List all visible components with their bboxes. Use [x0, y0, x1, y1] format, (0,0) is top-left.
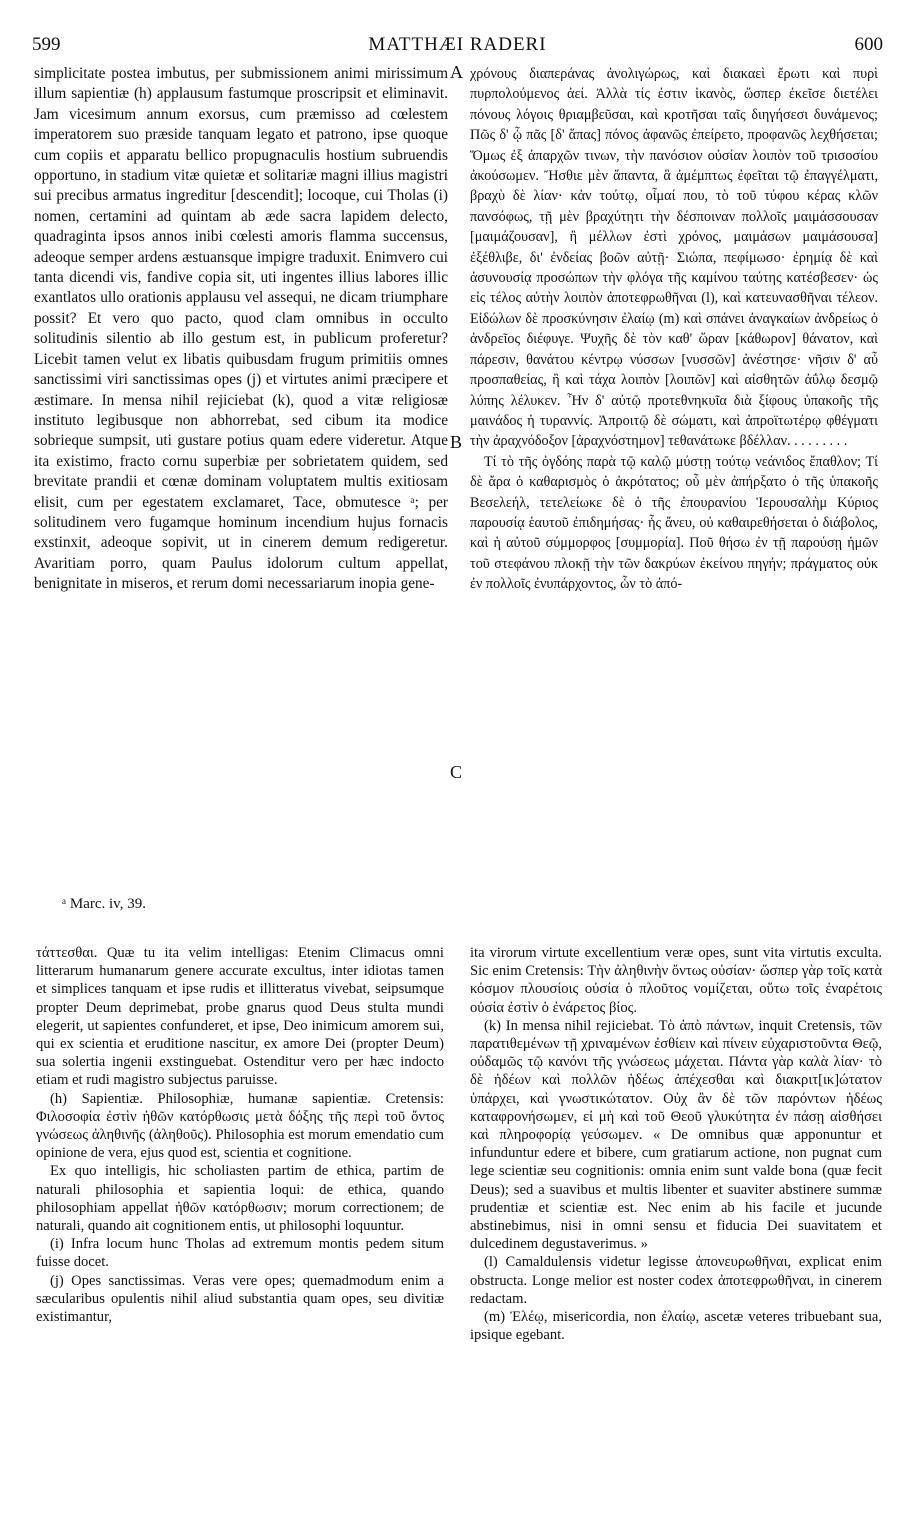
note-paragraph: τάττεσθαι. Quæ tu ita velim intelligas: Etenim Climacus omni litterarum humanarum genere accurate excultus, inter idiotas tamen et simplices tanquam et ipse rudis et illitteratus vivebat, seipsumque propter Deum deprimebat, probe gnarus quod Deus stulta mundi elegerit, ut sapientes confunderet, et ipse, Deo inimicum amorem sui, qui ex scientia et eruditione nascitur, ex amore Dei (propter Deum) sua solertia ingenii exstinguebat. Ostenditur vero per hæc indocto etiam et rudi magistro subjectus paruisse.	[36, 945, 444, 1089]
section-marker-c: C	[450, 762, 463, 782]
latin-paragraph: simplicitate postea imbutus, per submissionem animi mirissimum illum sapientiæ (h) applausum fastumque proscripsit et eliminavit. Jam vicesimum annum exorsus, cum præmisso ad cœlestem imperatorem suo præside tanquam legato et patrono, ipse quoque cum copiis et apparatu bellico propugnaculis hostium subruendis opportuno, in stadium vitæ quietæ et solitariæ magni illius magistri sui precibus armatus ingreditur [descendit]; locoque, cui Tholas (i) nomen, certamini ad quintam ab æde sacra lapidem delecto, quadraginta ipsos annos inibi cœlesti amoris flamma succensus, adeoque semper ardens æstuansque impigre traduxit. Enimvero cui tanta dicendi vis, fandive copia sit, uti ingentes illius labores illic exantlatos ullo orationis applausu vel assequi, ne dicam triumphare possit? Et vero quo pacto, quod clam omnibus in occulto solitudinis silentio ab illo gestum est, in publicum proferetur? Licebit tamen velut ex libatis quibusdam frugum primitiis omnes sanctissimi viri sanctissimas opes (j) et virtutes animi præcipere et æstimare. In mensa nihil rejiciebat (k), quod a vitæ religiosæ instituto legibusque non abhorrebat, sed cibum ita modice sobrieque sumpsit, uti gustare potius quam edere videretur. Atque ita existimo, fracto cornu superbiæ per sobrietatem quidem, sed brevitate prandii et cœnæ dominam voluptatem multis exitiosam elisit, cum per egestatem exclamaret, Tace, obmutesce ᵃ; per solitudinem vero fugamque hominum incendium hujus fornacis exstinxit, adeoque sopivit, ut in cinerem demum redigeretur. Avaritiam porro, quam Paulus idolorum cultum appellat, benignitate in miseros, et rerum domi necessariarum inopia gene-	[34, 65, 448, 593]
note-paragraph: Ex quo intelligis, hic scholiasten partim de ethica, partim de naturali philosophia et sapientia loqui: de ethica, quando philosophiam appellat ἠθῶν κατόρθωσιν; morum correctionem; de naturali, quando ait cognitionem entis, ut philosophi loquuntur.	[36, 1163, 444, 1235]
note-paragraph: (i) Infra locum hunc Tholas ad extremum montis pedem situm fuisse docet.	[36, 1236, 444, 1271]
running-title: MATTHÆI RADERI	[368, 34, 547, 55]
section-marker-b: B	[450, 432, 463, 452]
greek-text-column	[470, 64, 878, 595]
notes-column-left	[36, 944, 444, 1326]
note-paragraph: (k) In mensa nihil rejiciebat. Τὸ ἀπὸ πάντων, inquit Cretensis, τῶν παρατιθεμένων τῇ χριναμένων ἐσθίειν καὶ πίνειν εὐχαριστοῦντα Θεῷ, οὐδαμῶς τῷ κανόνι τῆς γνώσεως μάχεται. Πάντα γὰρ καλὰ λίαν· τὸ δὲ ἡδέων καὶ πολλῶν ἡδέως ἀπέχεσθαι καὶ διακριτ[ικ]ώτατον ὑπάρχει, καὶ γνωστικώτατον. Οὐχ ἂν δὲ τῶν παρόντων ἡδέως καταφρονήσωμεν, εἰ μὴ καὶ τοῦ Θεοῦ γλυκύτητα ἐν πάσῃ αἰσθήσει καὶ πληροφορίᾳ γεύσωμεν. « De omnibus quæ apponuntur et infunduntur edere et bibere, cum gratiarum actione, non pugnat cum lege scientiæ seu cognitionis: omnia enim sunt valde bona (quæ fecit Deus); sed a suavibus et multis libenter et suaviter abstinere summæ prudentiæ et scientiæ est. Nec enim ab his facile et jucunde abstinebimus, nisi in omni sensu et fiducia Dei suavitatem et dulcedinem degustaverimus. »	[470, 1017, 882, 1253]
latin-text-column	[34, 64, 448, 595]
note-paragraph: (m) Ἐλέῳ, misericordia, non ἐλαίῳ, ascetæ veteres tribuebant sua, ipsique egebant.	[470, 1309, 882, 1344]
footnote: ᵃ Marc. iv, 39.	[62, 896, 146, 912]
page-number-right: 600	[854, 34, 883, 55]
greek-paragraph: χρόνους διαπεράνας ἀνολιγώρως, καὶ διακαεὶ ἔρωτι καὶ πυρὶ πυρπολούμενος ἀεί. Ἀλλὰ τίς ἐστιν ἱκανὸς, ὥσπερ ἐκεῖσε διετέλει πόνους λόγοις θριαμβεῦσαι, καὶ κροτῆσαι ταῖς διηγήσεσι δυνάμενος; Πῶς δ' ᾧ πᾶς [δ' ἅπας] πόνος ἀφανῶς ἐπείρετο, προφανῶς λεχθήσεται; Ὅμως ἐξ ἀπαρχῶν τινων, τὴν πανόσιον οὐσίαν λοιπὸν τοῦ τρισοσίου ἀκούσωμεν. Ἤσθιε μὲν ἅπαντα, ἃ ἀμέμπτως ἐφεῖται τῷ ἐπαγγέλματι, βραχὺ δὲ λίαν· κἀν τούτῳ, οἶμαί που, τὸ τοῦ τύφου κέρας κλῶν πανσόφως, τῇ μὲν βραχύτητι τὴν δέσποιναν πολλοῖς μαιμάσσουσαν [μαιμάζουσαν], ἢ μέλλων ἐστὶ χρόνος, μαιμάσων μαιμάσουσα] ἐξέθλιβε, δι' ἐνδείας βοῶν αὐτῇ· Σιώπα, πεφίμωσο· ἐρημίᾳ δὲ καὶ ἀσυνουσίᾳ προσώπων τὴν φλόγα τῆς καμίνου ταύτης κατέσβεσεν· ὡς εἰς τέλος αὐτὴν λοιπὸν ἀποτεφρωθῆναι (l), καὶ κατευνασθῆναι τέλεον. Εἰδώλων δὲ προσκύνησιν ἐλαίῳ (m) καὶ σπάνει ἀναγκαίων ἀνδρείως ὁ ἀνδρεῖος διέφυγε. Ψυχῆς δὲ τὸν καθ' ὥραν [κάθωρον] θάνατον, καὶ πάρεσιν, θανάτου κέντρῳ νύσσων [νυσσῶν] ἀνέστησε· νῆσιν δ' αὖ προσπαθείας, ἢ καὶ τάχα λοιπὸν [λοιπῶν] καὶ αἰσθητῶν ἀΰλῳ δεσμῷ λύπης λέλυκεν. Ἦν δ' αὐτῷ προτεθνηκυῖα διὰ ξίφους ὑπακοῆς τῆς μαινάδος ἡ τυραννίς. Ἀπροιτῷ δὲ σώματι, καὶ ἀπροϊτωτέρῳ φθέγματι τὴν ἀραχνόδοξον [ἀραχνόστημον] τεθανάτωκε βδέλλαν. . . . . . . . .	[470, 66, 878, 450]
note-paragraph: (h) Sapientiæ. Philosophiæ, humanæ sapientiæ. Cretensis: Φιλοσοφία ἐστὶν ἠθῶν κατόρθωσις μετὰ δόξης τῆς περὶ τοῦ ὄντος γνώσεως ἀληθινῆς (ἀληθοῦς). Philosophia est morum emendatio cum opinione de vera, ejus quod est, scientia et cognitione.	[36, 1090, 444, 1162]
notes-column-right	[470, 944, 882, 1344]
note-paragraph: (j) Opes sanctissimas. Veras vere opes; quemadmodum enim a sæcularibus opulentis nihil aliud substantia quam opes, seu divitiæ existimantur,	[36, 1272, 444, 1326]
note-paragraph: (l) Camaldulensis videtur legisse ἀπονευρωθῆναι, explicat enim obstructa. Longe melior est noster codex ἀποτεφρωθῆναι, in cinerem redactam.	[470, 1254, 882, 1307]
note-paragraph: ita virorum virtute excellentium veræ opes, sunt vita virtutis exculta. Sic enim Cretensis: Τὴν ἀληθινὴν ὄντως οὐσίαν· ὥσπερ γὰρ τοῖς κατὰ κόσμον πλουσίοις οὐσία ὁ πλοῦτος νομίζεται, οὕτω τοῖς ἐναρέτοις οὐσία ἐστὶν ὁ ἐνάρετος βίος.	[470, 945, 882, 1016]
running-header	[32, 34, 883, 56]
page-number-left: 599	[32, 34, 61, 55]
section-marker-a: A	[450, 62, 463, 82]
greek-paragraph: Τί τὸ τῆς ὀγδόης παρὰ τῷ καλῷ μύστῃ τούτῳ νεάνιδος ἔπαθλον; Τί δὲ ἄρα ὁ καθαρισμὸς ὁ ἀκρότατος; οὗ μὲν ἀπήρξατο ὁ τῆς ὑπακοῆς Βεσελεήλ, τετελείωκε δὲ ὁ τῆς ἐπουρανίου Ἱερουσαλὴμ Κύριος παρουσίᾳ ἑαυτοῦ ἐπιδημήσας· ἧς ἄνευ, οὐ καθαιρεθήσεται ὁ διάβολος, καὶ ἡ αὐτοῦ σύμμορφος [συμμορία]. Ποῦ θήσω ἐν τῇ παρούσῃ ἡμῶν τοῦ στεφάνου πλοκῇ τὴν τῶν δακρύων ἐκείνου πηγήν; πράγματος οὐκ ἐν πολλοῖς ἐνυπάρχοντος, ὧν τὸ ἀπό-	[470, 453, 878, 593]
